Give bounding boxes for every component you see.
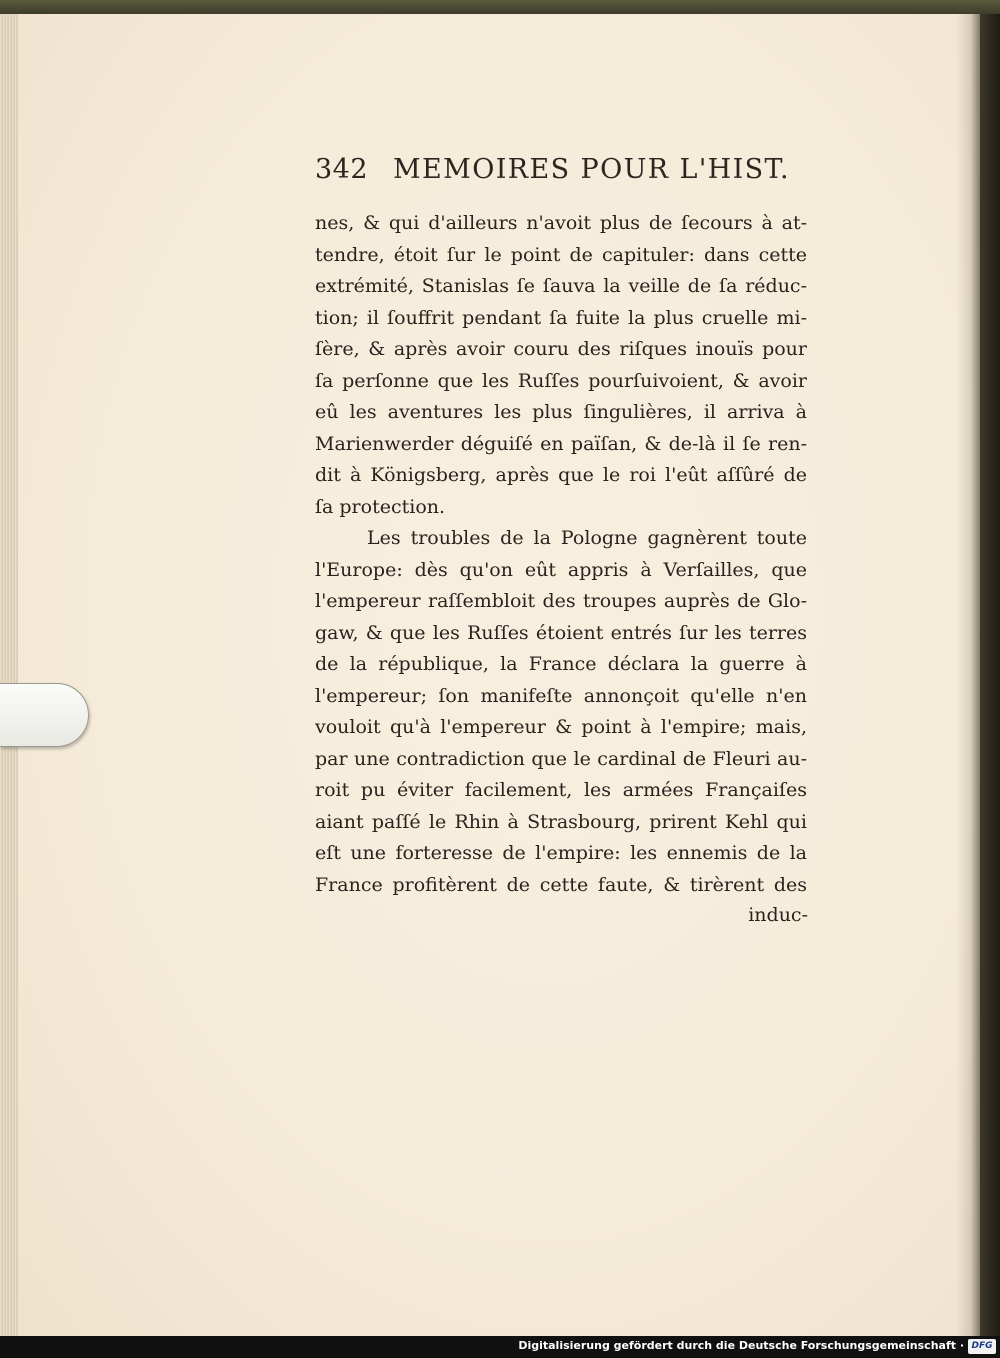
text-line: ſère, & après avoir couru des riſques inouïs pour bbox=[315, 338, 807, 360]
running-head bbox=[315, 152, 815, 192]
bookmark-tab bbox=[0, 683, 89, 747]
text-line: Marienwerder déguiſé en païſan, & de-là il ſe ren- bbox=[315, 432, 807, 455]
text-line: ſa protection. bbox=[315, 495, 446, 518]
text-line: nes, & qui d'ailleurs n'avoit plus de ſecours à at- bbox=[315, 212, 807, 234]
text-line: extrémité, Stanislas ſe ſauva la veille de ſa réduc- bbox=[315, 275, 807, 297]
text-line: l'Europe: dès qu'on eût appris à Verſailles, que bbox=[315, 558, 807, 581]
text-line: l'empereur raſſembloit des troupes auprès de Glo- bbox=[315, 590, 807, 612]
page-edges bbox=[0, 14, 19, 1336]
binding-edge bbox=[980, 14, 1000, 1336]
text-line: ſa perſonne que les Ruſſes pourſuivoient, & avoir bbox=[315, 369, 807, 392]
text-line: tion; il ſouffrit pendant ſa fuite la plus cruelle mi- bbox=[315, 306, 807, 329]
text-line: tendre, étoit ſur le point de capituler: dans cette bbox=[315, 243, 807, 266]
text-line: dit à Königsberg, après que le roi l'eût aſſûré de bbox=[315, 464, 807, 486]
footer-bar bbox=[0, 1336, 1000, 1358]
paragraph-start-line: Les troubles de la Pologne gagnèrent toute bbox=[367, 527, 807, 549]
text-line: gaw, & que les Ruſſes étoient entrés ſur les terres bbox=[315, 621, 807, 644]
body-text bbox=[315, 208, 807, 901]
page-gutter-shadow bbox=[956, 14, 980, 1336]
text-line: par une contradiction que le cardinal de Fleuri au- bbox=[315, 747, 807, 770]
page-number: 342 bbox=[315, 154, 369, 185]
text-line: l'empereur; ſon manifeſte annonçoit qu'elle n'en bbox=[315, 684, 807, 707]
scanner-top-strip bbox=[0, 0, 1000, 14]
text-line: aiant paſſé le Rhin à Strasbourg, prirent Kehl qui bbox=[315, 810, 807, 833]
text-line: vouloit qu'à l'empereur & point à l'empire; mais, bbox=[315, 716, 807, 738]
text-line: eû les aventures les plus ſingulières, il arriva à bbox=[315, 401, 807, 423]
text-line: roit pu éviter facilement, les armées Françaiſes bbox=[315, 779, 807, 801]
text-line: eſt une forteresse de l'empire: les ennemis de la bbox=[315, 842, 807, 864]
catchword: induc- bbox=[748, 904, 808, 926]
funding-credit: Digitalisierung gefördert durch die Deutsche Forschungsgemeinschaft · bbox=[518, 1339, 964, 1352]
dfg-logo: DFG bbox=[968, 1339, 996, 1354]
running-title: MEMOIRES POUR L'HIST. bbox=[393, 154, 790, 185]
text-line: de la république, la France déclara la guerre à bbox=[315, 653, 807, 675]
text-line: France profitèrent de cette faute, & tirèrent des bbox=[315, 873, 807, 896]
